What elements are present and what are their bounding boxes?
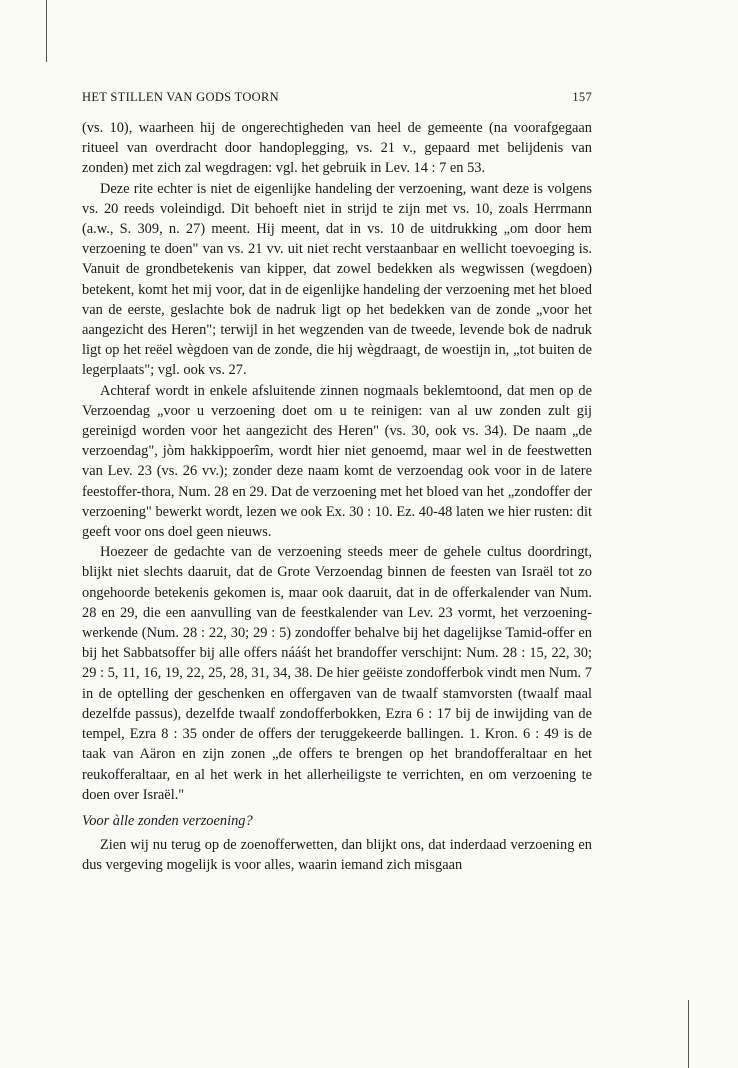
page-edge-line xyxy=(688,1000,689,1068)
page-edge-line xyxy=(46,0,47,62)
paragraph: Achteraf wordt in enkele afsluitende zinnen nogmaals beklemtoond, dat men op de Verzoendag „voor u verzoening doet om u te reinigen: van al uw zonden zult gij gereinigd worden voor het aangezicht des Heren" (vs. 30, ook vs. 34). De naam „de verzoendag", jòm hakkippoerîm, wordt hier niet genoemd, maar wel in de feestwetten van Lev. 23 (vs. 26 vv.); zonder deze naam komt de verzoendag ook voor in de latere feestoffer-thora, Num. 28 en 29. Dat de verzoening met het bloed van het „zondoffer der verzoening" bewerkt wordt, lezen we ook Ex. 30 : 10. Ez. 40-48 laten we hier rusten: dit geeft voor ons doel geen nieuws. xyxy=(82,382,592,541)
paragraph: Hoezeer de gedachte van de verzoening steeds meer de gehele cultus doordringt, blijkt niet slechts daaruit, dat de Grote Verzoendag binnen de feesten van Israël tot zo ongehoorde betekenis gekomen is, maar ook daaruit, dat in de offerkalender van Num. 28 en 29, die een aanvulling van de feestkalender van Lev. 23 vormt, het verzoening-werkende (Num. 28 : 22, 30; 29 : 5) zondoffer behalve bij het dagelijkse Tamid-offer en bij het Sabbatsoffer bij alle offers nááśt het brandoffer verschijnt: Num. 28 : 15, 22, 30; 29 : 5, 11, 16, 19, 22, 25, 28, 31, 34, 38. De hier geëiste zondofferbok vindt men Num. 7 in de optelling der geschenken en offergaven van de twaalf stamvorsten (twaalf maal dezelfde passus), dezelfde twaalf zondofferbokken, Ezra 6 : 17 bij de inwijding van de tempel, Ezra 8 : 35 onder de offers der teruggekeerde ballingen. 1. Kron. 6 : 49 is de taak van Aäron en zijn zonen „de offers te brengen op het brandofferaltaar en het reukofferaltaar, en al het werk in het allerheiligste te verrichten, en om verzoening te doen over Israël." xyxy=(82,544,592,803)
section-heading: Voor àlle zonden verzoening? xyxy=(82,812,253,829)
running-header xyxy=(82,90,592,105)
paragraph: (vs. 10), waarheen hij de ongerechtigheden van heel de gemeente (na voorafgegaan ritueel van overdracht door handoplegging, vs. 21 v., gepaard met belijdenis van zonden) met zich zal wegdragen: vgl. het gebruik in Lev. 14 : 7 en 53. xyxy=(82,120,592,177)
paragraph: Zien wij nu terug op de zoenofferwetten, dan blijkt ons, dat inderdaad verzoening en dus vergeving mogelijk is voor alles, waarin iemand zich misgaan xyxy=(82,837,592,874)
running-title: HET STILLEN VAN GODS TOORN xyxy=(82,90,279,104)
body-text xyxy=(82,118,592,876)
paragraph: Deze rite echter is niet de eigenlijke handeling der verzoening, want deze is volgens vs. 20 reeds voleindigd. Dit behoeft niet in strijd te zijn met vs. 10, zoals Herrmann (a.w., S. 309, n. 27) meent. Hij meent, dat in vs. 10 de uitdrukking „om door hem verzoening te doen" van vs. 21 vv. uit niet recht verstaanbaar en wellicht toevoeging is. Vanuit de grondbetekenis van kipper, dat zowel bedekken als wegwissen (wegdoen) betekent, komt het mij voor, dat in de eigenlijke handeling der verzoening met het bloed van de eerste, geslachte bok de nadruk ligt op het bedekken van de zonde „voor het aangezicht des Heren"; terwijl in het wegzenden van de tweede, levende bok de nadruk ligt op het reëel wègdoen van de zonde, die hij wègdraagt, de woestijn in, „tot buiten de legerplaats"; vgl. ook vs. 27. xyxy=(82,180,592,379)
page-number: 157 xyxy=(572,90,592,104)
